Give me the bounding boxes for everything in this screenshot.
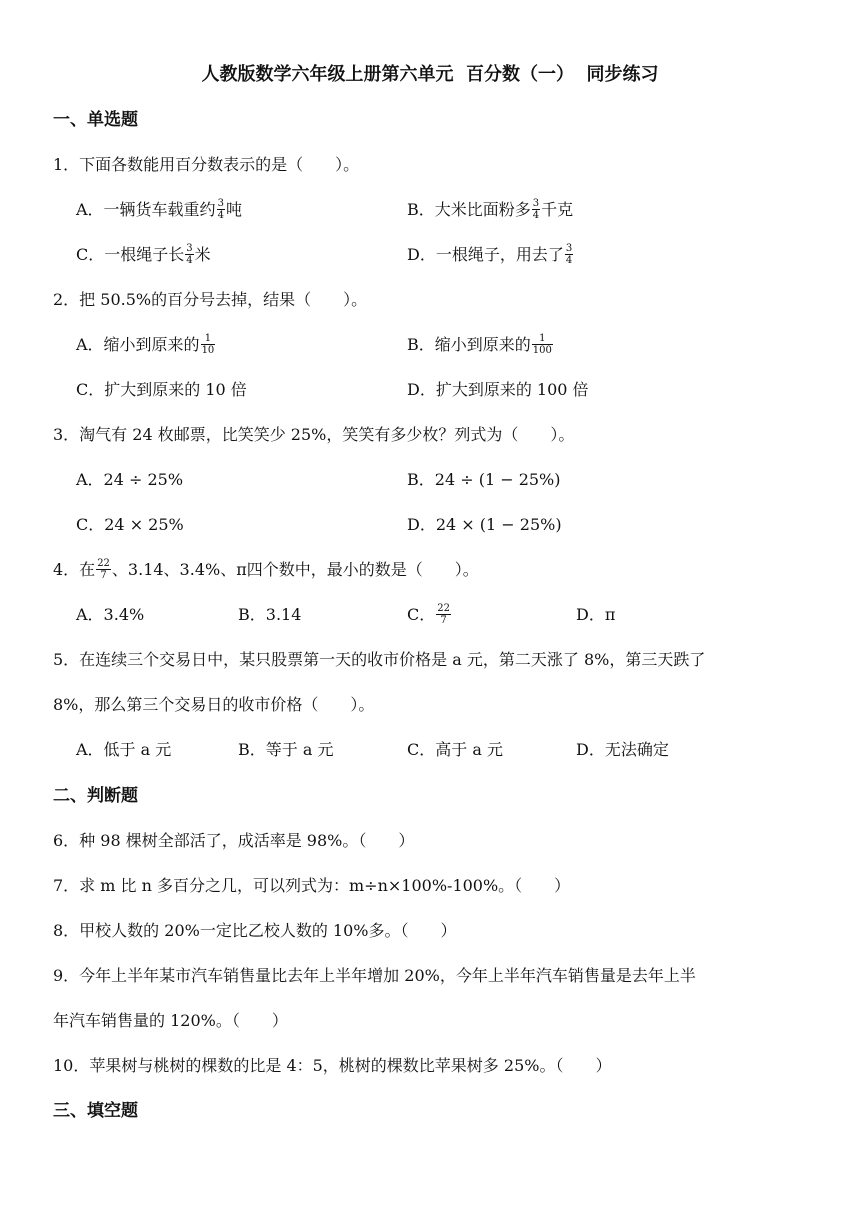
question-1-option-a: A．一辆货车载重约 $\frac{3}{4}$ 吨 — [76, 198, 242, 221]
question-3-option-d: D．24 × (1 − 25%) — [407, 515, 562, 534]
question-7: 7．求 m 比 n 多百分之几，可以列式为：m÷n×100%-100%。（ ） — [53, 876, 571, 895]
question-1-stem: 1．下面各数能用百分数表示的是（ ）。 — [53, 155, 360, 174]
question-9-line-1: 9．今年上半年某市汽车销售量比去年上半年增加 20%，今年上半年汽车销售量是去年上半 — [53, 966, 696, 985]
question-2-option-c: C．扩大到原来的 10 倍 — [76, 380, 247, 399]
question-2-option-a: A．缩小到原来的 $\frac{1}{10}$ — [76, 333, 215, 356]
question-6: 6．种 98 棵树全部活了，成活率是 98%。（ ） — [53, 831, 415, 850]
question-5-stem-line-1: 5．在连续三个交易日中，某只股票第一天的收市价格是 a 元，第二天涨了 8%，第三天跌了 — [53, 650, 706, 669]
fraction: $\frac{3}{4}$ — [217, 198, 224, 221]
section-heading-single-choice: 一、单选题 — [53, 110, 138, 130]
question-3-stem: 3．淘气有 24 枚邮票，比笑笑少 25%，笑笑有多少枚？列式为（ ）。 — [53, 425, 575, 444]
fraction: $\frac{22}{7}$ — [437, 603, 450, 626]
question-2-stem: 2．把 50.5%的百分号去掉，结果（ ）。 — [53, 290, 368, 309]
question-4-option-a: A．3.4% — [76, 605, 145, 624]
section-heading-true-false: 二、判断题 — [53, 786, 138, 806]
fraction: $\frac{1}{10}$ — [201, 333, 215, 356]
question-8: 8．甲校人数的 20%一定比乙校人数的 10%多。（ ） — [53, 921, 457, 940]
question-3-option-c: C．24 × 25% — [76, 515, 184, 534]
section-heading-fill-in: 三、填空题 — [53, 1101, 138, 1121]
question-5-stem-line-2: 8%，那么第三个交易日的收市价格（ ）。 — [53, 695, 375, 714]
question-1-option-c: C．一根绳子长 $\frac{3}{4}$ 米 — [76, 243, 211, 266]
question-4-option-c: C． $\frac{22}{7}$ — [407, 603, 450, 626]
question-5-option-a: A．低于 a 元 — [76, 740, 172, 759]
question-3-option-a: A．24 ÷ 25% — [76, 470, 184, 489]
question-10: 10．苹果树与桃树的棵数的比是 4：5，桃树的棵数比苹果树多 25%。（ ） — [53, 1056, 612, 1075]
fraction: $\frac{3}{4}$ — [186, 243, 193, 266]
question-5-option-b: B．等于 a 元 — [238, 740, 334, 759]
question-5-option-c: C．高于 a 元 — [407, 740, 503, 759]
question-4-stem: 4．在 $\frac{22}{7}$ 、3.14、3.4%、π四个数中，最小的数是（ ）。 — [53, 558, 479, 581]
question-4-option-b: B．3.14 — [238, 605, 302, 624]
question-3-option-b: B．24 ÷ (1 − 25%) — [407, 470, 561, 489]
question-9-line-2: 年汽车销售量的 120%。（ ） — [53, 1011, 288, 1030]
fraction: $\frac{3}{4}$ — [532, 198, 540, 221]
question-5-option-d: D．无法确定 — [576, 740, 669, 759]
fraction: $\frac{22}{7}$ — [97, 558, 110, 581]
page-title: 人教版数学六年级上册第六单元 百分数（一） 同步练习 — [201, 64, 659, 85]
question-1-option-d: D．一根绳子，用去了 $\frac{3}{4}$ — [407, 243, 573, 266]
question-4-option-d: D．π — [576, 605, 616, 624]
question-1-option-b: B．大米比面粉多 $\frac{3}{4}$ 千克 — [407, 198, 574, 221]
question-2-option-d: D．扩大到原来的 100 倍 — [407, 380, 589, 399]
fraction: $\frac{1}{100}$ — [532, 333, 552, 356]
fraction: $\frac{3}{4}$ — [565, 243, 573, 266]
question-2-option-b: B．缩小到原来的 $\frac{1}{100}$ — [407, 333, 552, 356]
